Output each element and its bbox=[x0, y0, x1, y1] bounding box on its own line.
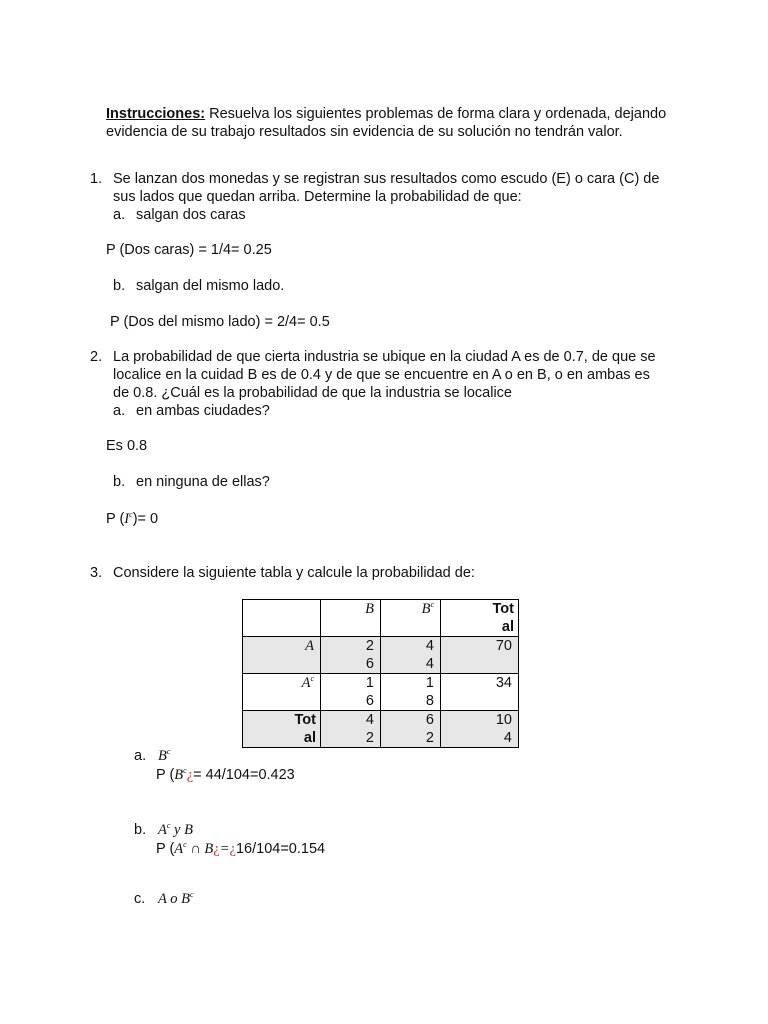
table-header-total-line1: Tot bbox=[492, 601, 514, 617]
cell-digit: 4 bbox=[425, 656, 434, 672]
instructions-line1: Resuelva los siguientes problemas de forma clara y ordenada, dejando bbox=[205, 106, 667, 122]
instructions-label: Instrucciones: bbox=[106, 106, 206, 122]
q3-b-expr-sup: c bbox=[166, 821, 171, 830]
table-header-b-text: B bbox=[365, 601, 374, 617]
table-cell-ac-bc bbox=[381, 674, 441, 711]
q1-line2: sus lados que quedan arriba. Determine la probabilidad de que: bbox=[113, 189, 522, 205]
q1-b-label: b. bbox=[113, 278, 126, 294]
q1-b-text: salgan del mismo lado. bbox=[136, 278, 285, 294]
q2-b-answer-var: I bbox=[124, 511, 130, 527]
table-cell-total-total bbox=[441, 711, 519, 748]
q3-number: 3. bbox=[90, 565, 103, 581]
instructions-paragraph bbox=[106, 105, 666, 123]
table-header-total-line2: al bbox=[501, 619, 514, 635]
table-row-total-line2: al bbox=[303, 730, 316, 746]
instructions-line2: evidencia de su trabajo resultados sin evidencia de su solución no tendrán valor. bbox=[106, 124, 623, 140]
q3-a-label: a. bbox=[134, 748, 147, 764]
table-row-total-line1: Tot bbox=[294, 712, 316, 728]
table-cell-total-bc bbox=[381, 711, 441, 748]
q3-a-expr-sup: c bbox=[166, 747, 171, 756]
q3-b-answer-cap: ∩ B bbox=[186, 841, 214, 857]
table-header-total bbox=[441, 600, 519, 637]
q1-number: 1. bbox=[90, 171, 103, 187]
q3-a-answer-sup: c bbox=[183, 766, 187, 775]
q3-b-answer-var: A bbox=[174, 841, 184, 857]
q3-a-answer bbox=[156, 766, 295, 786]
q3-b-label: b. bbox=[134, 822, 147, 838]
table-row-ac-label bbox=[243, 674, 321, 711]
table-header-row bbox=[243, 600, 519, 637]
q2-b-answer-prefix: P ( bbox=[106, 511, 125, 527]
q3-b-expr-rest: y B bbox=[170, 822, 193, 838]
q3-b-answer bbox=[156, 840, 325, 860]
q2-line3: de 0.8. ¿Cuál es la probabilidad de que la industria se localice bbox=[113, 385, 512, 401]
table-header-bc bbox=[381, 600, 441, 637]
cell-digit: 2 bbox=[425, 730, 434, 746]
q3-c-expr-text: A o B bbox=[158, 891, 190, 907]
q3-c-expr-sup: c bbox=[189, 890, 194, 899]
q2-b-text: en ninguna de ellas? bbox=[136, 474, 270, 490]
cell-digit: 2 bbox=[365, 638, 374, 654]
q3-b-answer-sup: c bbox=[183, 840, 187, 849]
q3-b-answer-mark1: ¿ bbox=[213, 841, 220, 857]
table-header-bc-sup: c bbox=[430, 600, 434, 609]
table-row-a-label bbox=[243, 637, 321, 674]
table-cell-ac-total: 34 bbox=[441, 674, 519, 711]
table-cell-a-total: 70 bbox=[441, 637, 519, 674]
q1-a-label: a. bbox=[113, 207, 126, 223]
q1-line1: Se lanzan dos monedas y se registran sus resultados como escudo (E) o cara (C) de bbox=[113, 171, 660, 187]
table-corner-cell bbox=[243, 600, 321, 637]
table-cell-total-b bbox=[321, 711, 381, 748]
cell-digit: 1 bbox=[365, 675, 374, 691]
probability-table bbox=[242, 599, 519, 748]
q3-a-answer-rest: = 44/104=0.423 bbox=[193, 767, 295, 783]
q2-line2: localice en la cuidad B es de 0.4 y de que se encuentre en A o en B, o en ambas es bbox=[113, 367, 650, 383]
q2-b-answer-suffix: )= 0 bbox=[132, 511, 159, 527]
table-cell-a-bc bbox=[381, 637, 441, 674]
q2-number: 2. bbox=[90, 349, 103, 365]
table-row-ac bbox=[243, 674, 519, 711]
cell-digit: 4 bbox=[365, 712, 374, 728]
q3-a-answer-mark: ¿ bbox=[186, 767, 194, 783]
table-header-bc-text: B bbox=[421, 601, 431, 617]
q3-b-expr-var: A bbox=[158, 822, 167, 838]
table-cell-a-b bbox=[321, 637, 381, 674]
cell-digit: 10 bbox=[495, 712, 512, 728]
table-row-ac-text: A bbox=[301, 675, 311, 691]
q3-b-answer-mark2: ¿ bbox=[229, 841, 236, 857]
q2-b-answer bbox=[106, 510, 158, 530]
q3-b-answer-eq: = bbox=[219, 841, 230, 857]
q2-b-answer-sup: c bbox=[129, 510, 133, 519]
q1-a-text: salgan dos caras bbox=[136, 207, 246, 223]
q2-line1: La probabilidad de que cierta industria se ubique en la ciudad A es de 0.7, de que se bbox=[113, 349, 656, 365]
cell-digit: 2 bbox=[365, 730, 374, 746]
q2-a-label: a. bbox=[113, 403, 126, 419]
cell-digit: 4 bbox=[425, 638, 434, 654]
q3-a-expr bbox=[158, 747, 170, 767]
q1-a-answer: P (Dos caras) = 1/4= 0.25 bbox=[106, 242, 272, 258]
cell-digit: 4 bbox=[503, 730, 512, 746]
cell-digit: 6 bbox=[425, 712, 434, 728]
q3-text: Considere la siguiente tabla y calcule la probabilidad de: bbox=[113, 565, 475, 581]
table-row-a bbox=[243, 637, 519, 674]
q3-a-answer-prefix: P ( bbox=[156, 767, 175, 783]
q3-a-expr-var: B bbox=[158, 748, 167, 764]
q3-b-expr bbox=[158, 821, 193, 841]
cell-digit: 6 bbox=[365, 693, 374, 709]
table-row-total bbox=[243, 711, 519, 748]
table-row-a-text: A bbox=[305, 638, 314, 654]
table-row-ac-sup: c bbox=[310, 674, 314, 683]
q2-a-text: en ambas ciudades? bbox=[136, 403, 270, 419]
q2-a-answer: Es 0.8 bbox=[106, 438, 148, 454]
q3-c-expr bbox=[158, 890, 194, 910]
table-row-total-label bbox=[243, 711, 321, 748]
q2-b-label: b. bbox=[113, 474, 126, 490]
q3-a-answer-var: B bbox=[174, 767, 184, 783]
q3-b-answer-prefix: P ( bbox=[156, 841, 175, 857]
q3-b-answer-rest: 16/104=0.154 bbox=[235, 841, 326, 857]
cell-digit: 1 bbox=[425, 675, 434, 691]
table-header-b bbox=[321, 600, 381, 637]
cell-digit: 6 bbox=[365, 656, 374, 672]
table-cell-ac-b bbox=[321, 674, 381, 711]
q1-b-answer: P (Dos del mismo lado) = 2/4= 0.5 bbox=[110, 314, 330, 330]
cell-digit: 8 bbox=[425, 693, 434, 709]
q3-c-label: c. bbox=[134, 891, 146, 907]
